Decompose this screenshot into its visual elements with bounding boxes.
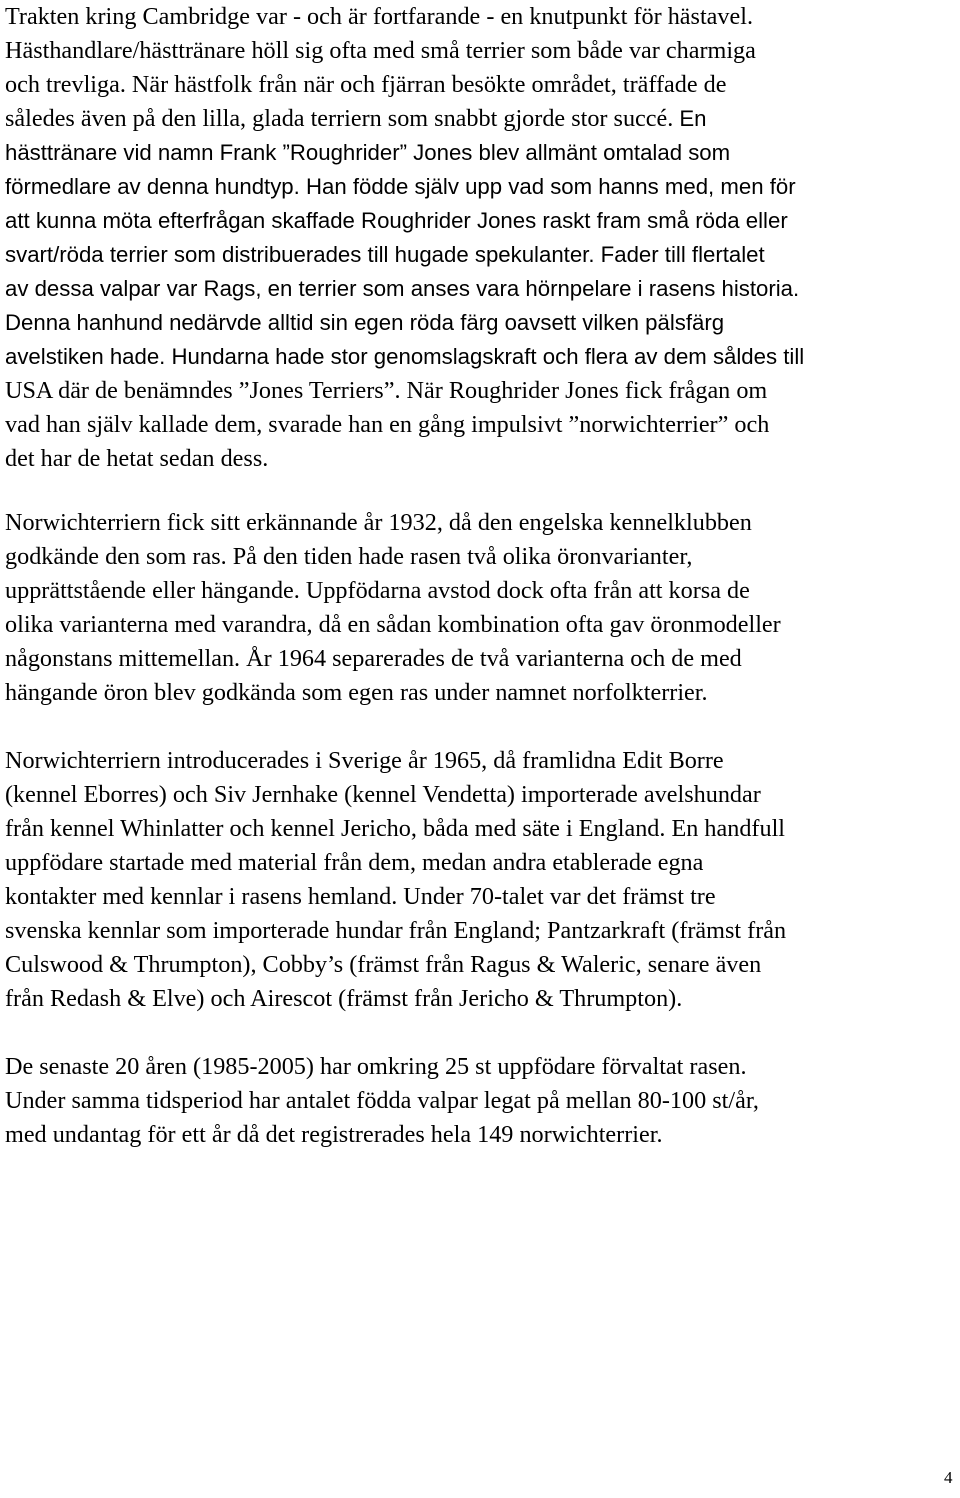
text-segment: En handfull [671,815,786,842]
line [5,102,804,136]
page-number: 4 [944,1468,953,1487]
text-segment: (kennel Eborres) och Siv Jernhake (kennel Vendetta) importerade avelshundar [5,781,761,808]
text-segment: uppfödare startade med material från dem, medan andra etablerade egna [5,849,704,876]
line [5,0,804,34]
line [5,608,781,642]
line [5,948,786,982]
text-segment: godkände den som ras. [5,543,233,570]
line [5,506,781,540]
text-segment: kontakter med kennlar i rasens hemland. [5,883,404,910]
line [5,306,804,340]
text-segment: År 1964 separerades de två varianterna och de med [246,645,742,672]
text-segment: och trevliga. När hästfolk från när och fjärran besökte området, träffade de [5,71,727,98]
text-segment: från Redash & Elve) och Airescot (främst från Jericho & Thrumpton). [5,985,683,1012]
text-segment: hängande öron blev godkända som egen ras under namnet norfolkterrier. [5,679,708,706]
line [5,812,786,846]
line [5,914,786,948]
line [5,744,786,778]
text-segment: En [679,106,707,131]
text-segment: förmedlare av denna hundtyp. [5,174,306,199]
text-segment: olika varianterna med varandra, då en sådan kombination ofta gav öronmodeller [5,611,781,638]
text-segment: På den tiden hade rasen två olika öronvarianter, [232,543,693,570]
text-segment: svenska kennlar som importerade hundar från England; Pantzarkraft (främst från [5,917,787,944]
text-segment: Han födde själv upp vad som hanns med, men för [305,174,796,199]
text-segment: Culswood & Thrumpton), Cobby’s (främst från Ragus & Waleric, senare även [5,951,762,978]
line [5,642,781,676]
text-segment: av dessa valpar var Rags, en terrier som anses vara hörnpelare i rasens historia. [5,276,800,301]
text-segment: vad han själv kallade dem, svarade han en gång impulsivt ”norwichterrier” och [5,411,770,438]
line [5,204,804,238]
text-segment: således även på den lilla, glada terriern som snabbt gjorde stor succé. [5,105,680,132]
text-segment: Hästhandlare/hästtränare höll sig ofta med små terrier som både var charmiga [5,37,756,64]
text-segment: svart/röda terrier som distribuerades till hugade spekulanter. [5,242,601,267]
text-segment: avelstiken hade. [5,344,172,369]
text-segment: det har de hetat sedan dess. [5,445,269,472]
text-segment: från kennel Whinlatter och kennel Jericho, båda med säte i England. [5,815,672,842]
text-segment: USA där de benämndes ”Jones Terriers”. [5,377,407,404]
text-segment: Under samma tidsperiod har antalet födda valpar legat på mellan 80-100 st/år, [5,1087,759,1114]
text-segment: Fader till flertalet [600,242,765,267]
line [5,238,804,272]
line [5,136,804,170]
line [5,778,786,812]
line [5,374,804,408]
line [5,846,786,880]
line [5,1118,759,1152]
line [5,880,786,914]
line [5,1050,759,1084]
line [5,540,781,574]
line [5,574,781,608]
line [5,34,804,68]
line [5,982,786,1016]
text-segment: upprättstående eller hängande. [5,577,306,604]
text-segment: någonstans mittemellan. [5,645,247,672]
paragraph-1 [5,0,804,476]
line [5,272,804,306]
text-segment: Trakten kring Cambridge var - och är fortfarande - en knutpunkt för hästavel. [5,3,754,30]
paragraph-2 [5,506,781,710]
text-segment: Denna hanhund nedärvde alltid sin egen röda färg oavsett vilken pälsfärg [5,310,725,335]
line [5,676,781,710]
paragraph-3 [5,744,786,1016]
text-segment: Uppfödarna avstod dock ofta från att korsa de [305,577,750,604]
line [5,170,804,204]
line [5,68,804,102]
line [5,442,804,476]
line [5,1084,759,1118]
text-segment: Hundarna hade stor genomslagskraft och flera av dem såldes till [171,344,805,369]
line [5,408,804,442]
text-segment: hästtränare vid namn Frank ”Roughrider” Jones blev allmänt omtalad som [5,140,731,165]
text-segment: När Roughrider Jones fick frågan om [406,377,768,404]
text-segment: med undantag för ett år då det registrerades hela 149 norwichterrier. [5,1121,663,1148]
text-segment: De senaste 20 åren (1985-2005) har omkring 25 st uppfödare förvaltat rasen. [5,1053,747,1080]
text-segment: att kunna möta efterfrågan skaffade Roughrider Jones raskt fram små röda eller [5,208,788,233]
text-segment: Under 70-talet var det främst tre [403,883,716,910]
line [5,340,804,374]
text-segment: Norwichterriern introducerades i Sverige år 1965, då framlidna Edit Borre [5,747,724,774]
text-segment: Norwichterriern fick sitt erkännande år 1932, då den engelska kennelklubben [5,509,752,536]
paragraph-4 [5,1050,759,1152]
